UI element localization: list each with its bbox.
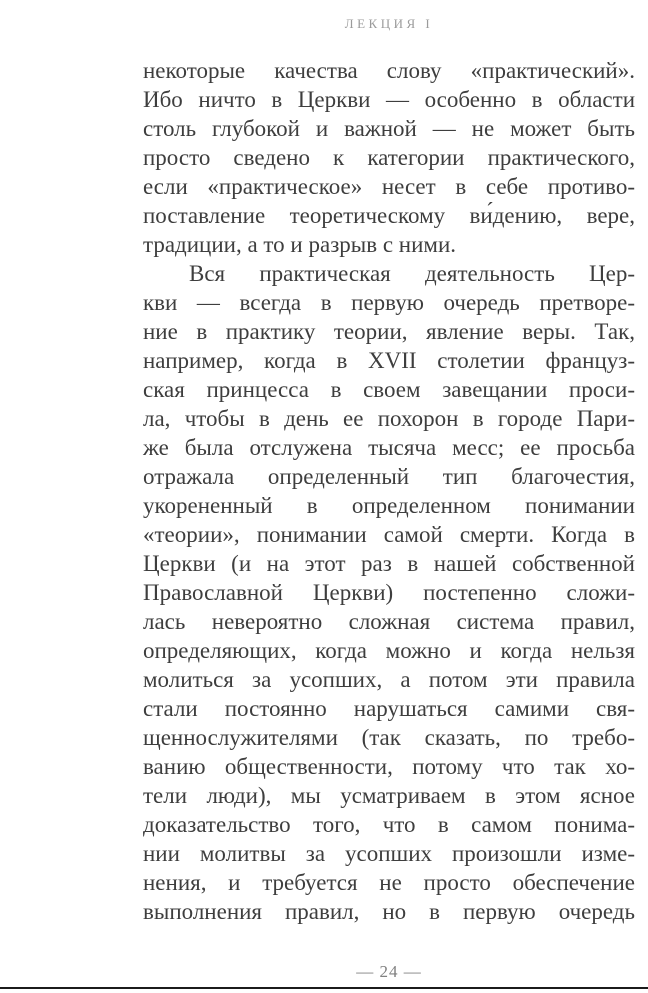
- text-line: кви — всегда в первую очередь претворе-: [143, 290, 635, 315]
- text-line: ванию общественности, потому что так хо-: [143, 754, 635, 779]
- text-line: некоторые качества слову «практический».: [143, 58, 635, 83]
- text-line: например, когда в XVII столетии француз-: [143, 348, 635, 373]
- text-line: тели люди), мы усматриваем в этом ясное: [143, 783, 635, 808]
- text-line: нения, и требуется не просто обеспечение: [143, 870, 635, 895]
- body-text: [143, 56, 635, 926]
- text-line: ние в практику теории, явление веры. Так,: [143, 319, 635, 344]
- text-line: Православной Церкви) постепенно сложи-: [143, 580, 635, 605]
- text-line: лась невероятно сложная система правил,: [143, 609, 635, 634]
- text-line: определяющих, когда можно и когда нельзя: [143, 638, 635, 663]
- text-line: щеннослужителями (так сказать, по требо-: [143, 725, 635, 750]
- text-line: Церкви (и на этот раз в нашей собственной: [143, 551, 635, 576]
- text-line: отражала определенный тип благочестия,: [143, 464, 635, 489]
- text-line: нии молитвы за усопших произошли изме-: [143, 841, 635, 866]
- text-line: стали постоянно нарушаться самими свя-: [143, 696, 635, 721]
- text-line: укорененный в определенном понимании: [143, 493, 635, 518]
- page-bottom-edge-line: [0, 987, 648, 989]
- text-line: Ибо ничто в Церкви — особенно в области: [143, 87, 635, 112]
- text-line: если «практическое» несет в себе противо-: [143, 174, 635, 199]
- text-line: традиции, а то и разрыв с ними.: [143, 232, 457, 257]
- text-line: Вся практическая деятельность Цер-: [189, 261, 635, 286]
- text-line: ла, чтобы в день ее похорон в городе Пари-: [143, 406, 635, 431]
- text-line: же была отслужена тысяча месс; ее просьба: [143, 435, 635, 460]
- text-line: молиться за усопших, а потом эти правила: [143, 667, 635, 692]
- text-line: доказательство того, что в самом понима-: [143, 812, 635, 837]
- text-line: ская принцесса в своем завещании проси-: [143, 377, 635, 402]
- text-line: столь глубокой и важной — не может быть: [143, 116, 635, 141]
- text-line: выполнения правил, но в первую очередь: [143, 899, 635, 924]
- text-line: просто сведено к категории практического,: [143, 145, 635, 170]
- text-line: «теории», понимании самой смерти. Когда в: [143, 522, 635, 547]
- text-line: поставление теоретическому ви́дению, вере,: [143, 203, 635, 228]
- running-header: ЛЕКЦИЯ I: [344, 16, 434, 31]
- page-number: — 24 —: [356, 962, 422, 981]
